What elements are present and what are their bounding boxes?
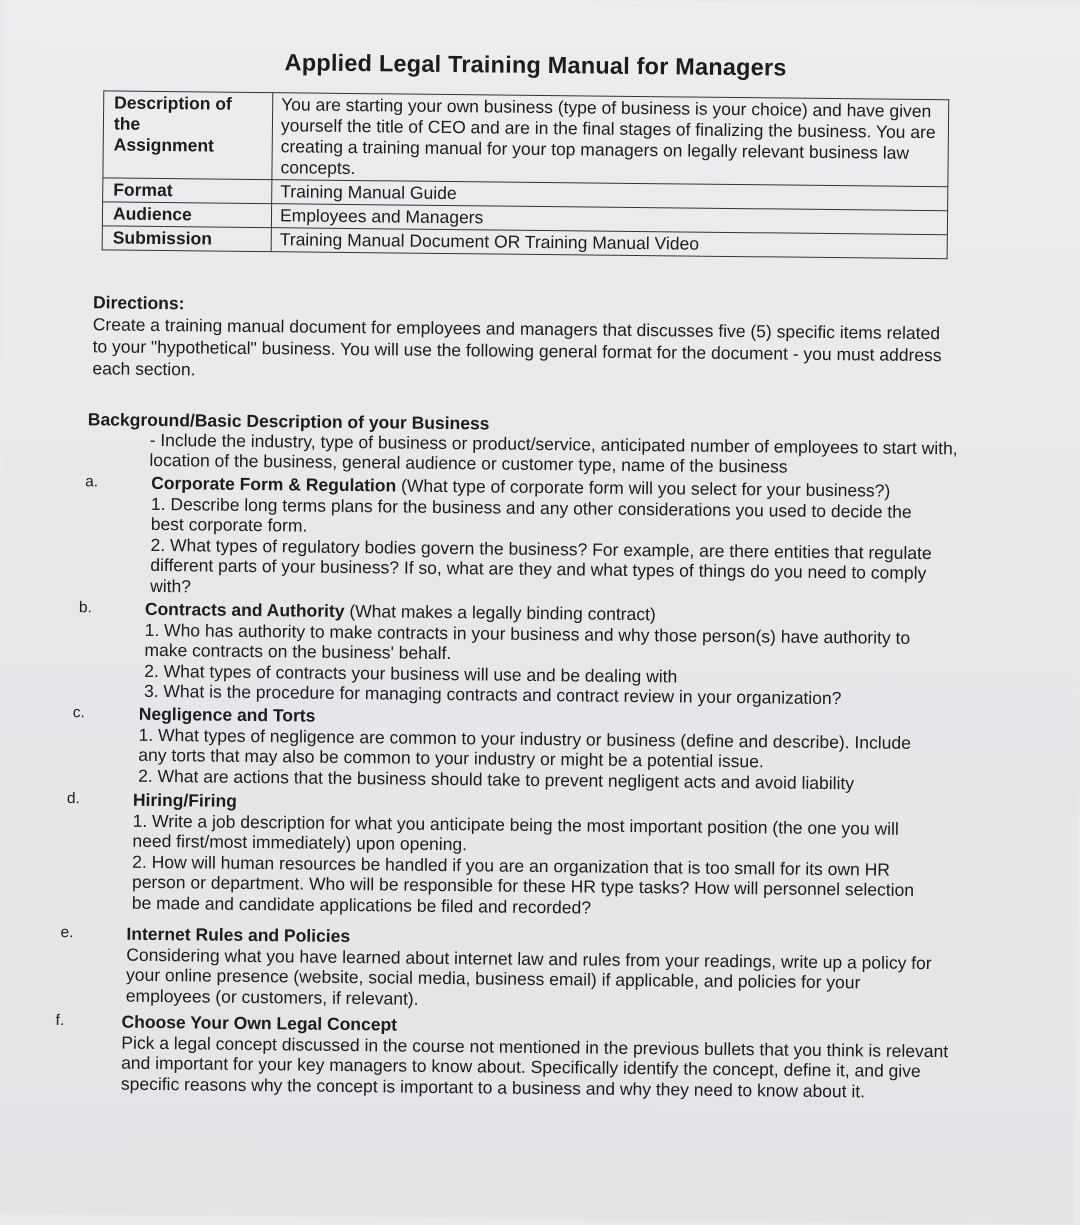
item-a-corporate-form [150,473,941,604]
directions-section [92,291,953,388]
directions-heading: Directions: [93,291,953,322]
document-title: Applied Legal Training Manual for Managers [5,46,1065,84]
item-line: 2. What types of contracts your business will use and be dealing with [144,660,944,689]
item-note: (What type of corporate form will you select for your business?) [396,475,890,500]
table-row [103,91,949,187]
background-text: - Include the industry, type of business or product/service, anticipated number of employees to start with, location of the business, general audience or customer type, name of the business [87,429,957,478]
item-f-legal-concept [121,1012,954,1103]
item-letter: e. [60,923,73,944]
item-letter: c. [73,703,85,724]
directions-text: Create a training manual document for employees and managers that discusses five (5) specific items related to your "hypothetical" business. You will use the following general format for the document - you must address each section. [92,313,953,388]
item-b-contracts [144,599,945,710]
background-section [87,409,958,478]
row-value-audience: Employees and Managers [271,204,947,235]
item-letter: d. [67,789,80,810]
row-value-submission: Training Manual Document OR Training Manual Video [271,228,947,259]
item-heading: Corporate Form & Regulation [151,473,396,496]
background-heading: Background/Basic Description of your Business [88,409,958,438]
item-line: 2. How will human resources be handled if you are an organization that is too small for its own HR person or department. Who will be responsible for these HR type tasks? How will personnel selection be made and candidate applications be filed and recorded? [132,851,938,921]
item-heading: Internet Rules and Policies [126,924,350,946]
item-letter: f. [55,1011,64,1032]
item-line: Considering what you have learned about internet law and rules from your readings, write up a policy for your online presence (website, social media, business email) if applicable, and policies for your employees (or customers, if relevant). [126,944,947,1014]
row-key-submission: Submission [102,226,271,252]
row-key-format: Format [103,178,272,204]
item-line: 1. Describe long terms plans for the business and any other considerations you used to decide the best corporate form. [151,493,941,542]
item-line: 3. What is the procedure for managing contracts and contract review in your organization? [144,681,944,710]
item-letter: a. [85,472,98,493]
row-value-format: Training Manual Guide [272,180,948,211]
item-letter: b. [79,598,92,619]
item-heading: Contracts and Authority [145,599,345,621]
item-d-hiring-firing [132,790,938,921]
item-line: 1. What types of negligence are common to your industry or business (define and describe). Include any torts that may also be common to your industry or might be a potential issue. [138,724,918,773]
assignment-info-table [102,90,950,259]
item-heading: Choose Your Own Legal Concept [121,1012,397,1035]
item-heading: Hiring/Firing [133,790,237,811]
row-key-audience: Audience [102,202,271,228]
item-line: 2. What are actions that the business should take to prevent negligent acts and avoid liability [138,765,918,794]
item-line: 2. What types of regulatory bodies govern the business? For example, are there entities that regulate different parts of your business? If so, what are they and what types of things do you need to comply with? [150,534,941,604]
row-value-description: You are starting your own business (type of business is your choice) and have given yourself the title of CEO and are in the final stages of finalizing the business. You are creating a training manual for your top managers on legally relevant business law concepts. [272,93,949,187]
item-c-negligence [138,704,919,794]
item-line: 1. Write a job description for what you anticipate being the most important position (the one you will need first/most immediately) upon opening. [132,810,937,859]
item-line: Pick a legal concept discussed in the course not mentioned in the previous bullets that you think is relevant and important for your key managers to know about. Specifically identify the concept, define it, and give specific reasons why the concept is important to a business and why they need to know about it. [121,1032,954,1102]
item-line: 1. Who has authority to make contracts in your business and why those person(s) have authority to make contracts on the business' behalf. [144,619,944,668]
item-note: (What makes a legally binding contract) [344,601,655,624]
item-e-internet-rules [126,924,947,1015]
row-key-description: Description of the Assignment [103,91,273,180]
item-heading: Negligence and Torts [139,704,316,726]
